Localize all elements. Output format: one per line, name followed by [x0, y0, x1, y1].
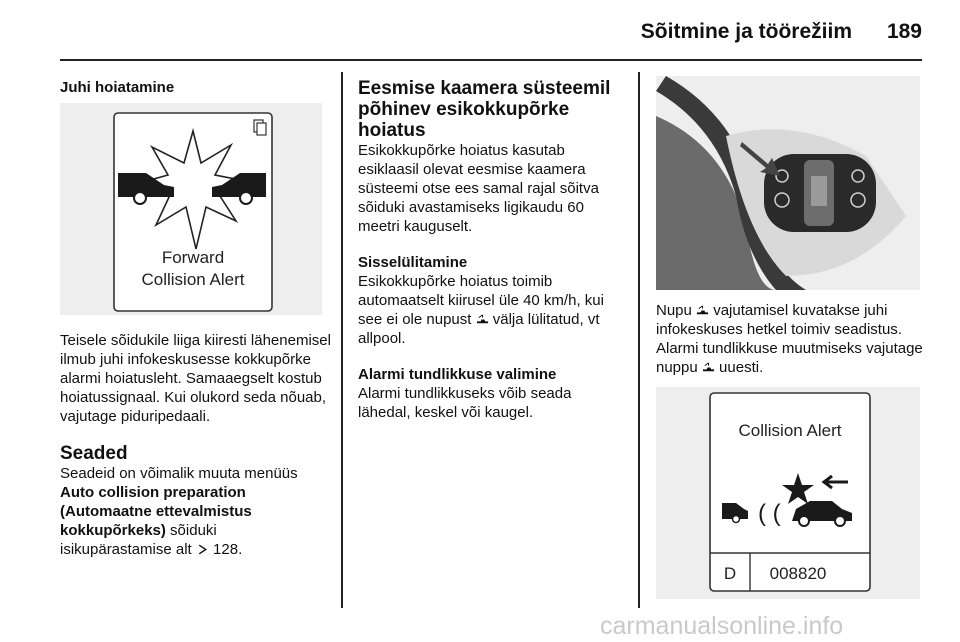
- settings-text: Seadeid on võimalik muuta menüüs: [60, 465, 298, 482]
- page-number: 189: [886, 20, 922, 43]
- subheading-activation: Sisselülitamine: [358, 254, 468, 271]
- figure-label-forward: Forward: [161, 248, 225, 267]
- section-heading-camera-fcw: Eesmise kaamera süsteemil põhinev esikokkupõrke hoiatus: [358, 78, 611, 141]
- figure-label-collision-alert: Collision Alert: [141, 270, 245, 289]
- paragraph-button-press: [656, 301, 928, 377]
- menu-item-auto-collision: Auto collision preparation (Automaatne ettevalmistus kokkupõrkeks): [60, 484, 252, 539]
- button-text-3: uuesti.: [714, 359, 764, 376]
- column-3: [656, 301, 928, 394]
- subheading-sensitivity: Alarmi tundlikkuse valimine: [358, 366, 557, 383]
- button-text: Nupu: [656, 302, 697, 319]
- settings-text-2: sõiduki isikupärastamise alt: [60, 522, 217, 558]
- column-divider-1: [341, 72, 343, 608]
- collision-alert-display-figure: [656, 387, 920, 599]
- gear-indicator: D: [723, 564, 737, 583]
- paragraph-alert-description: Teisele sõidukile liiga kiiresti lähenemisel ilmub juhi infokeskusesse kokkupõrke alarmi hoiatusleht. Samaaegselt kostub hoiatussignaal. Kui olukord seda nõuab, vajutage piduripedaali.: [60, 332, 331, 425]
- section-heading-settings: Seaded: [60, 443, 128, 464]
- paragraph-camera-description: Esikokkupõrke hoiatus kasutab esiklaasil olevat eesmise kaamera süsteemi otse ees samal rajal sõitva sõiduki avastamiseks ligikaudu 60 meetri kauguselt.: [358, 142, 599, 235]
- column-1-body: [60, 331, 332, 576]
- display-title: Collision Alert: [738, 421, 842, 440]
- button-text-2: vajutamisel kuvatakse juhi infokeskuses hetkel toimiv seadistus. Alarmi tundlikkuse muutmiseks vajutage nuppu: [656, 302, 923, 376]
- paragraph-activation: [358, 272, 628, 348]
- header-title: Sõitmine ja töörežiim: [640, 20, 852, 43]
- watermark: carmanualsonline.info: [600, 612, 844, 640]
- sensitivity-wave-icon: ( (: [758, 500, 781, 527]
- collision-alert-button-icon: [696, 304, 709, 317]
- activation-text: Esikokkupõrke hoiatus toimib automaatselt kiirusel üle 40 km/h, kui see ei ole nupust: [358, 273, 604, 328]
- arrow-ref-icon: [196, 543, 209, 556]
- column-1: [60, 78, 332, 97]
- column-2: [358, 78, 628, 439]
- header-rule: [60, 59, 922, 61]
- collision-alert-button-icon: [476, 313, 489, 326]
- column-divider-2: [638, 72, 640, 608]
- section-heading-driver-alert: Juhi hoiatamine: [60, 79, 175, 96]
- odometer-value: 008820: [769, 564, 827, 583]
- collision-alert-button-icon: [702, 361, 715, 374]
- page-reference: 128.: [208, 541, 243, 558]
- paragraph-settings: [60, 464, 332, 559]
- paragraph-sensitivity: Alarmi tundlikkuseks võib seada lähedal, keskel või kaugel.: [358, 385, 572, 421]
- forward-collision-alert-figure: [60, 103, 322, 315]
- steering-wheel-figure: [656, 76, 920, 290]
- activation-text-2: välja lülitatud, vt allpool.: [358, 311, 600, 347]
